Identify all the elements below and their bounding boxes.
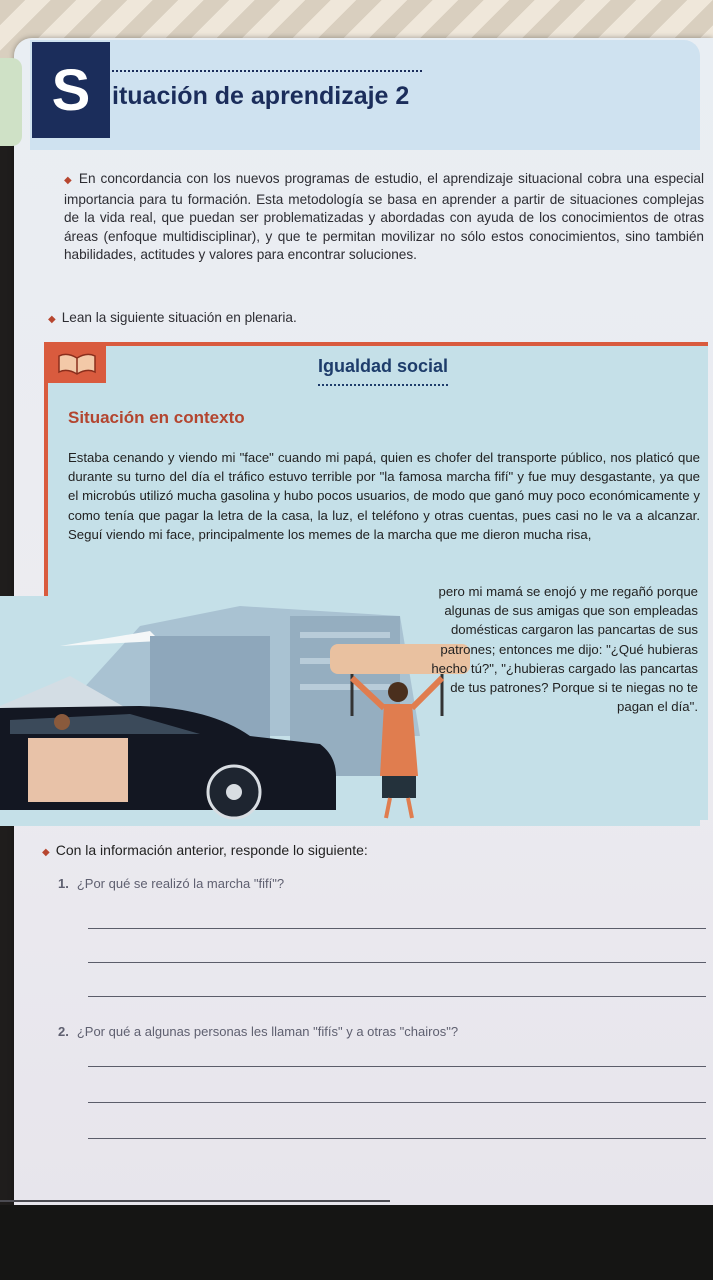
question-2 (58, 1024, 458, 1039)
page-title: ituación de aprendizaje 2 (112, 82, 410, 110)
section-letter: S (32, 42, 110, 138)
question-text: ¿Por qué se realizó la marcha "fifí"? (76, 876, 285, 891)
answer-line[interactable] (88, 1138, 706, 1139)
answer-line[interactable] (88, 996, 706, 997)
bullet-icon: ◆ (64, 175, 73, 186)
question-1 (58, 876, 284, 891)
side-tab (0, 58, 22, 146)
panel-title: Igualdad social (318, 356, 449, 376)
question-number: 2. (58, 1024, 69, 1039)
intro-paragraph (64, 170, 704, 265)
question-text: ¿Por qué a algunas personas les llaman "fifís" y a otras "chairos"? (76, 1024, 459, 1039)
intro-text: En concordancia con los nuevos programas de estudio, el aprendizaje situacional cobra una especial importancia para tu formación. Esta metodología se basa en aprender a partir de situaciones complejas de la vida real, que puedan ser problematizadas y abordadas con ayuda de los conocimientos de otras áreas (enfoque multidisciplinar), y que te permitan movilizar no sólo estos conocimientos, sino también habilidades, actitudes y valores para encontrar soluciones. (64, 171, 704, 262)
page-bottom-rule (0, 1200, 390, 1202)
answer-line[interactable] (88, 962, 706, 963)
read-instruction (48, 310, 297, 325)
dark-background (0, 1205, 713, 1280)
answer-line[interactable] (88, 1066, 706, 1067)
activity-instruction (42, 842, 368, 858)
title-dots (112, 70, 422, 72)
bullet-icon: ◆ (48, 314, 56, 325)
activity-instruction-text: Con la información anterior, responde lo siguiente: (55, 842, 368, 858)
panel-title-dots (318, 384, 448, 386)
bullet-icon: ◆ (42, 847, 50, 858)
story-text: Estaba cenando y viendo mi "face" cuando mi papá, quien es chofer del transporte público, nos platicó que durante su turno del día el tráfico estuvo terrible por "la famosa marcha fifí" y fue muy desgastante, ya que el microbús utilizó mucha gasolina y hubo pocos usuarios, de modo que ganó muy poco económicamente y como tenía que pagar la letra de la casa, la luz, el teléfono y otras cuentas, pues casi no le va a alcanzar. Seguí viendo mi face, principalmente los memes de la marcha que me dieron mucha risa, (68, 450, 700, 542)
question-number: 1. (58, 876, 69, 891)
read-instruction-text: Lean la siguiente situación en plenaria. (61, 310, 297, 325)
answer-line[interactable] (88, 1102, 706, 1103)
story-continuation: pero mi mamá se enojó y me regañó porque algunas de sus amigas que son empleadas domésticas cargaron las pancartas de sus patrones; entonces me dijo: "¿Qué hubieras hecho tú?", "¿hubieras cargado las pancartas de tus patrones? Porque si te niegas no te pagan el día". (431, 584, 698, 715)
context-title: Situación en contexto (68, 408, 245, 427)
answer-line[interactable] (88, 928, 706, 929)
open-book-icon (48, 345, 106, 383)
